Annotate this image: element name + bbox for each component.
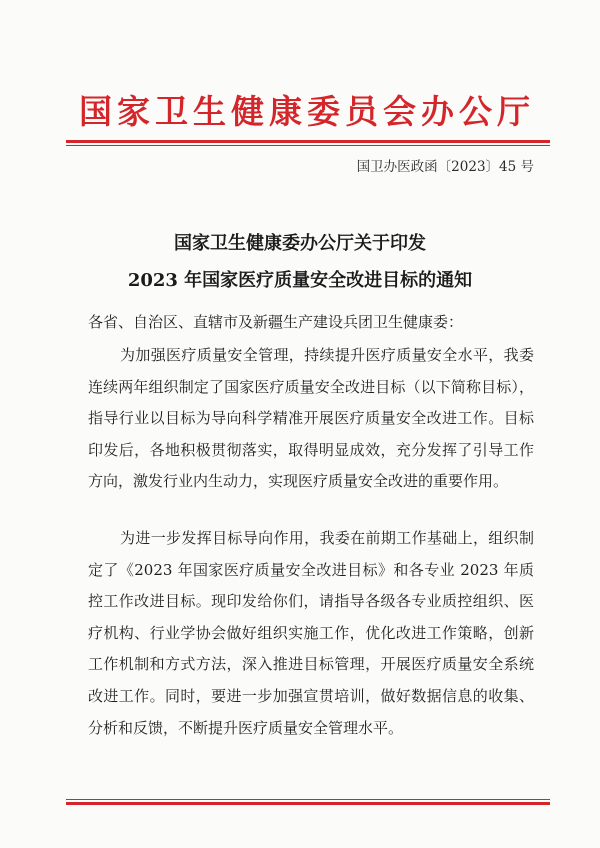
document-number: 国卫办医政函〔2023〕45 号 [356, 159, 534, 175]
issuer-letterhead: 国家卫生健康委员会办公厅 [79, 92, 535, 131]
paragraph-2: 为进一步发挥目标导向作用，我委在前期工作基础上，组织制定了《2023 年国家医疗质量安全改进目标》和各专业 2023 年质控工作改进目标。现印发给你们，请指导各级各专业质控组织、医疗机构、行业学协会做好组织实施工作，优化改进工作策略，创新工作机制和方式方法，深入推进目标管理，开展医疗质量安全系统改进工作。同时，要进一步加强宣贯培训，做好数据信息的收集、分析和反馈，不断提升医疗质量安全管理水平。 [88, 529, 534, 737]
title-line-1: 国家卫生健康委办公厅关于印发 [174, 233, 426, 254]
footer-rule-thin [66, 799, 550, 800]
footer-rule-thick [66, 802, 550, 805]
letterhead-rule-thick [66, 140, 550, 143]
letterhead-rule-thin [66, 145, 550, 146]
paragraph-1: 为加强医疗质量安全管理，持续提升医疗质量安全水平，我委连续两年组织制定了国家医疗质量安全改进目标（以下简称目标），指导行业以目标为导向科学精准开展医疗质量安全改进工作。目标印发后，各地积极贯彻落实，取得明显成效，充分发挥了引导工作方向，激发行业内生动力，实现医疗质量安全改进的重要作用。 [88, 346, 534, 491]
addressee: 各省、自治区、直辖市及新疆生产建设兵团卫生健康委： [88, 313, 464, 331]
title-line-2: 2023 年国家医疗质量安全改进目标的通知 [127, 270, 473, 291]
